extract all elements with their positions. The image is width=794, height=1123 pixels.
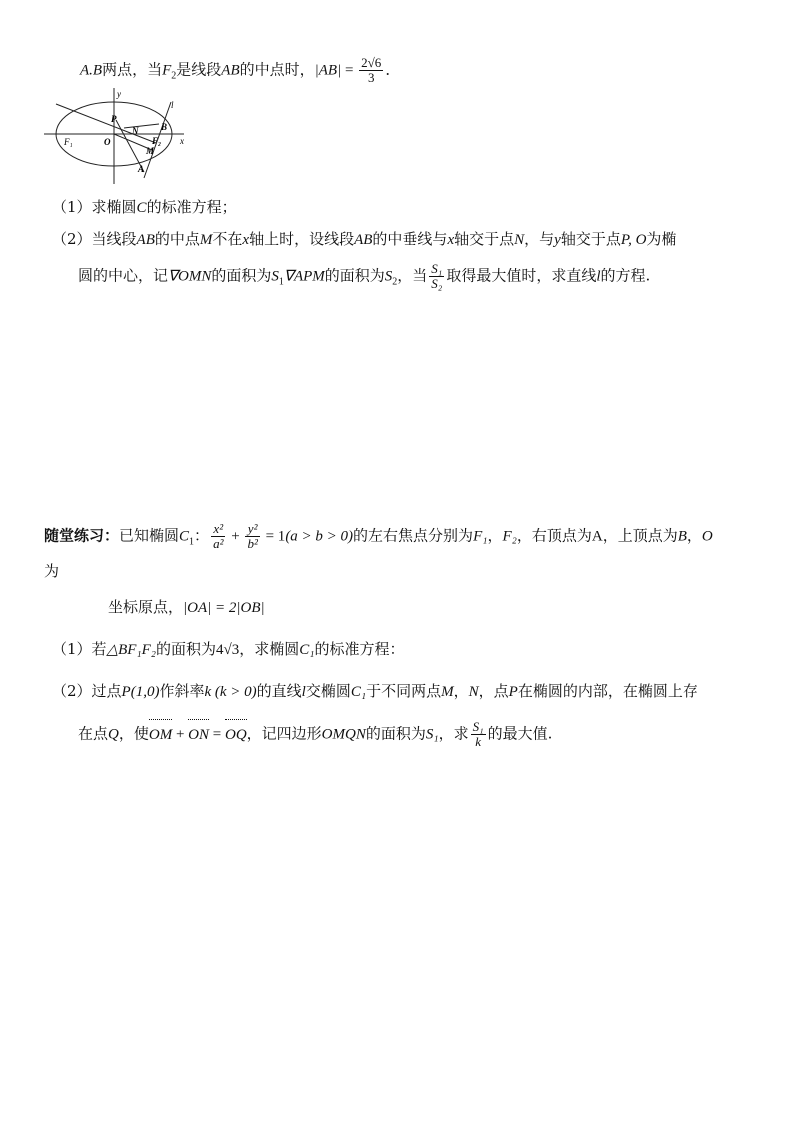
point-p-label: P <box>111 114 117 124</box>
question-2-line-2: 圆的中心，记∇OMN的面积为$S_1\nabla APM$的面积为$S_2$，当 $\frac{\text{S₁}}{\text{S₂}}$ 取得最大值时，求直线l的方程. <box>78 261 651 291</box>
fraction-ab-length: $\frac{2√6}{3}$ <box>361 55 382 85</box>
ellipse-diagram <box>44 88 194 188</box>
exercise-line-1: 随堂练习：已知椭圆$C_1$： $\frac{\text{x²}}{\text{a²}}$ + $\frac{\text{y²}}{\text{b²}}$ = 1(a > b > 0)的左右焦点分别为F₁，F₂，右顶点为A，上顶点为B，O <box>44 521 713 551</box>
point-n-label: N <box>132 126 139 136</box>
exercise-line-2: 坐标原点，|OA| = 2|OB| <box>108 598 265 616</box>
vector-om: OM <box>149 724 172 746</box>
point-b-label: B <box>161 122 168 132</box>
exercise-title: 随堂练习： <box>44 526 120 545</box>
fraction-x2-a2: $\frac{\text{x²}}{\text{a²}}$ <box>213 521 224 551</box>
point-f1-label: F₁ <box>64 137 73 147</box>
question-1: （1）求椭圆C的标准方程； <box>52 198 237 216</box>
point-a-label: A <box>138 164 145 174</box>
exercise-question-2-line-1: （2）过点P(1,0)作斜率k (k > 0)的直线l交椭圆C₁于不同两点M，N，点P在椭圆的内部，在椭圆上存 <box>52 682 698 700</box>
fraction-s1-over-k: $\frac{\text{S₁}}{k}$ <box>472 719 484 749</box>
exercise-question-1: （1）若△BF₁F₂的面积为4√3，求椭圆C₁的标准方程： <box>52 640 405 658</box>
exercise-question-2-line-2: 在点Q，使 OM + ON = OQ，记四边形OMQN的面积为S₁，求 $\frac{\text{S₁}}{k}$ 的最大值. <box>78 719 553 749</box>
vector-oq: OQ <box>225 724 247 746</box>
line-l-label: l <box>171 100 174 110</box>
point-o-label: O <box>104 137 111 147</box>
problem-intro-line: A.B两点，当$F_2$是线段AB的中点时，|AB| = $\frac{2√6}{3}$ ． <box>80 55 401 85</box>
question-2-line-1: （2）当线段AB的中点M不在x轴上时，设线段AB的中垂线与x轴交于点N，与y轴交于点P, O为椭 <box>52 230 677 248</box>
point-m-label: M <box>146 146 155 156</box>
vector-on: ON <box>188 724 209 746</box>
abs-ab: |AB| <box>314 62 342 79</box>
points-ab: A.B <box>80 62 103 79</box>
exercise-line-1-wrap: 为 <box>44 562 60 580</box>
x-axis-label: x <box>180 136 184 146</box>
point-f2-label: F₂ <box>152 136 162 146</box>
ellipse-figure <box>44 88 194 192</box>
fraction-s1-over-s2: $\frac{\text{S₁}}{\text{S₂}}$ <box>431 261 443 291</box>
fraction-y2-b2: $\frac{\text{y²}}{\text{b²}}$ <box>247 521 258 551</box>
y-axis-label: y <box>117 89 121 99</box>
